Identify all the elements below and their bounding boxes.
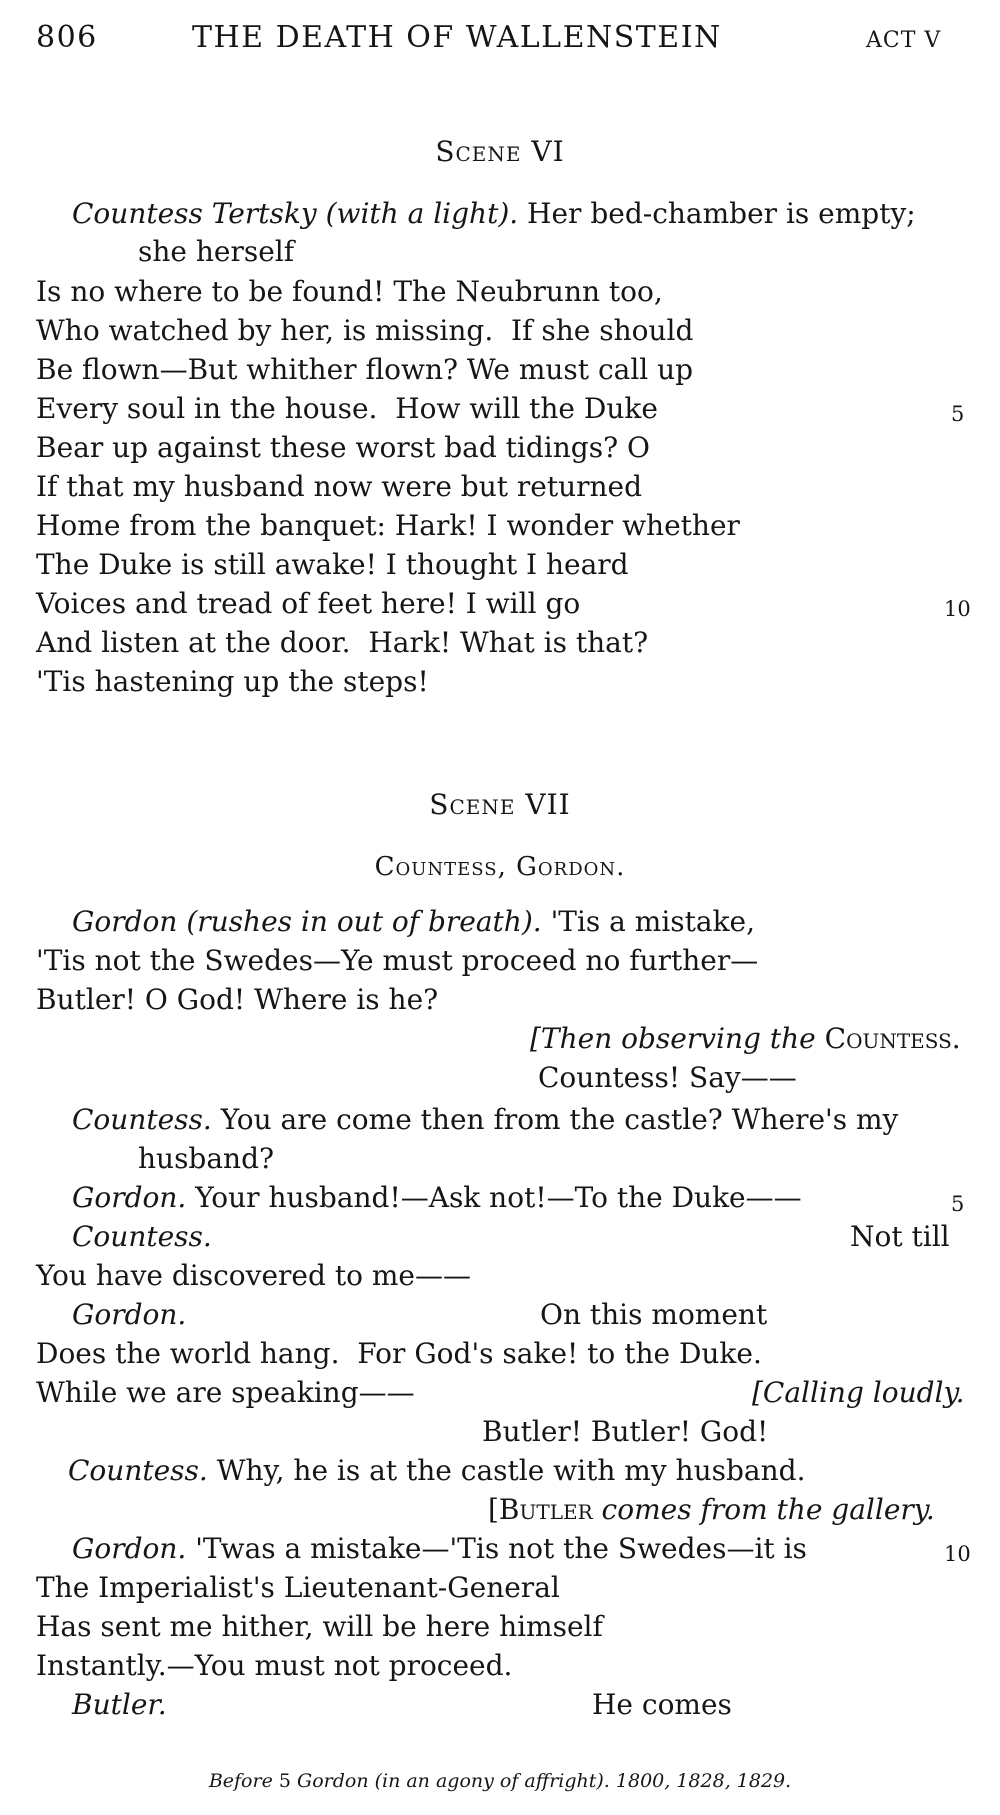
stage-direction: (rushes in out of breath). bbox=[186, 905, 542, 938]
line-number: 10 bbox=[944, 597, 971, 621]
stage-direction: (with a light). bbox=[325, 197, 519, 230]
verse-line: You have discovered to me—— bbox=[36, 1259, 471, 1292]
verse-line: Does the world hang. For God's sake! to the Duke. bbox=[36, 1337, 762, 1370]
line-number: 5 bbox=[951, 1192, 965, 1216]
verse-line: Voices and tread of feet here! I will go bbox=[36, 587, 581, 620]
verse-line: Home from the banquet: Hark! I wonder whether bbox=[36, 509, 740, 542]
speaker-name: Countess. bbox=[68, 1454, 208, 1487]
speaker-name: Butler. bbox=[72, 1688, 167, 1721]
act-label: ACT V bbox=[866, 28, 942, 53]
verse-line: The Imperialist's Lieutenant-General bbox=[36, 1571, 560, 1604]
verse-line: Butler! O God! Where is he? bbox=[36, 983, 439, 1016]
speaker-name: Gordon. bbox=[72, 1298, 187, 1331]
stage-direction: [Then observing the Countess. bbox=[530, 1022, 961, 1055]
verse-line: While we are speaking—— bbox=[36, 1376, 415, 1409]
verse-line: Instantly.—You must not proceed. bbox=[36, 1649, 513, 1682]
speech-line: Gordon. 'Twas a mistake—'Tis not the Swedes—it is bbox=[72, 1532, 807, 1565]
verse-line: On this moment bbox=[540, 1298, 768, 1331]
speaker-name: Gordon. bbox=[72, 1181, 187, 1214]
verse-line: Who watched by her, is missing. If she should bbox=[36, 314, 694, 347]
speaker-name: Countess. bbox=[72, 1220, 212, 1253]
line-number: 10 bbox=[944, 1542, 971, 1566]
dramatis-personae: Countess, Gordon. bbox=[374, 852, 626, 882]
speaker-name: Gordon. bbox=[72, 1532, 187, 1565]
verse-line: she herself bbox=[138, 235, 295, 268]
speaker-name: Countess. bbox=[72, 1103, 212, 1136]
speech-line: Countess. You are come then from the castle? Where's my bbox=[72, 1103, 899, 1136]
verse-line: Not till bbox=[850, 1220, 950, 1253]
footnote: Before 5 Gordon (in an agony of affright). 1800, 1828, 1829. bbox=[208, 1770, 792, 1792]
verse-line: Is no where to be found! The Neubrunn too, bbox=[36, 275, 663, 308]
verse-line: Has sent me hither, will be here himself bbox=[36, 1610, 603, 1643]
speech-line: Countess Tertsky (with a light). Her bed-chamber is empty; bbox=[72, 197, 916, 230]
speech-line: Gordon. Your husband!—Ask not!—To the Duke—— bbox=[72, 1181, 802, 1214]
line-number: 5 bbox=[951, 402, 965, 426]
speaker-name: Countess Tertsky bbox=[72, 197, 317, 230]
verse-line: Every soul in the house. How will the Duke bbox=[36, 392, 658, 425]
speaker-name: Gordon bbox=[72, 905, 178, 938]
scene-heading: Scene VI bbox=[435, 135, 565, 168]
scene-heading: Scene VII bbox=[429, 788, 571, 821]
page-number: 806 bbox=[36, 20, 98, 55]
stage-direction: [Butler comes from the gallery. bbox=[488, 1493, 935, 1526]
verse-line: husband? bbox=[138, 1142, 275, 1175]
verse-line: Countess! Say—— bbox=[538, 1061, 797, 1094]
verse-line: If that my husband now were but returned bbox=[36, 470, 643, 503]
verse-line: And listen at the door. Hark! What is that? bbox=[36, 626, 649, 659]
verse-line: The Duke is still awake! I thought I heard bbox=[36, 548, 629, 581]
verse-line: 'Tis not the Swedes—Ye must proceed no further— bbox=[36, 944, 759, 977]
verse-line: Be flown—But whither flown? We must call up bbox=[36, 353, 694, 386]
verse-line: 'Tis hastening up the steps! bbox=[36, 665, 429, 698]
speech-line: Countess. Why, he is at the castle with my husband. bbox=[68, 1454, 806, 1487]
running-title: THE DEATH OF WALLENSTEIN bbox=[192, 20, 722, 55]
verse-line: Butler! Butler! God! bbox=[482, 1415, 769, 1448]
speech-line: Gordon (rushes in out of breath). 'Tis a mistake, bbox=[72, 905, 756, 938]
verse-line: He comes bbox=[592, 1688, 732, 1721]
verse-line: Bear up against these worst bad tidings? O bbox=[36, 431, 650, 464]
stage-direction: [Calling loudly. bbox=[752, 1376, 965, 1409]
